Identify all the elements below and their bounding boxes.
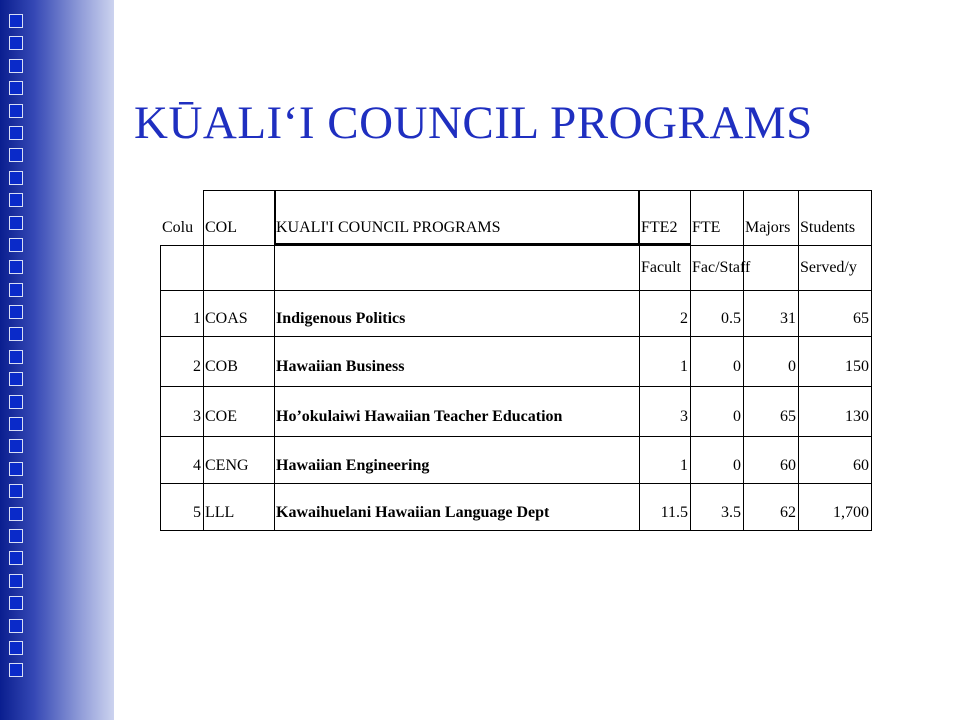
table-border-line: [160, 245, 872, 246]
header-column: Colu: [162, 218, 194, 236]
fte-faculty: 2: [680, 310, 688, 327]
header-fte: FTE: [692, 218, 721, 236]
college-code: CENG: [205, 456, 249, 474]
row-number: 4: [193, 456, 201, 474]
fte-staff: 0: [733, 456, 741, 474]
college-code: COAS: [205, 310, 248, 327]
header-fte-line2: Fac/Staff: [692, 258, 751, 276]
program-name: Hawaiian Engineering: [276, 456, 430, 474]
header-programs: KUALI'I COUNCIL PROGRAMS: [276, 218, 501, 236]
majors-count: 31: [780, 310, 796, 327]
majors-count: 0: [788, 358, 796, 375]
program-name: Hawaiian Business: [276, 358, 405, 375]
table-border-line: [871, 190, 872, 530]
majors-count: 62: [780, 503, 796, 521]
students-served: 60: [853, 456, 869, 474]
college-code: COE: [205, 408, 237, 425]
students-served: 150: [845, 358, 869, 375]
college-code: COB: [205, 358, 238, 375]
row-number: 1: [193, 310, 201, 327]
header-fte2: FTE2: [641, 218, 678, 236]
row-number: 5: [193, 503, 201, 521]
header-fte2-line2: Facult: [641, 258, 681, 276]
header-students: Students: [800, 218, 856, 236]
table-border-line: [160, 386, 872, 387]
college-code: LLL: [205, 503, 235, 521]
majors-count: 60: [780, 456, 796, 474]
students-served: 1,700: [833, 503, 869, 521]
table-border-line: [160, 336, 872, 337]
fte-staff: 0: [733, 408, 741, 425]
fte-staff: 3.5: [721, 503, 741, 521]
fte-faculty: 1: [680, 358, 688, 375]
students-served: 65: [853, 310, 869, 327]
students-served: 130: [845, 408, 869, 425]
fte-faculty: 11.5: [660, 503, 688, 521]
table-border-line: [160, 290, 872, 291]
program-name: Kawaihuelani Hawaiian Language Dept: [276, 503, 550, 521]
fte-staff: 0: [733, 358, 741, 375]
fte-faculty: 3: [680, 408, 688, 425]
table-border-line: [203, 190, 872, 191]
header-col: COL: [205, 218, 237, 236]
row-number: 2: [193, 358, 201, 375]
table-border-line: [160, 436, 872, 437]
table-border-line: [160, 483, 872, 484]
row-number: 3: [193, 408, 201, 425]
header-majors: Majors: [745, 218, 791, 236]
table-border-line: [160, 530, 872, 531]
table-border-line: [160, 245, 161, 530]
program-name: Ho’okulaiwi Hawaiian Teacher Education: [276, 408, 563, 425]
fte-staff: 0.5: [721, 310, 741, 327]
majors-count: 65: [780, 408, 796, 425]
header-students-line2: Served/y: [800, 258, 857, 276]
fte-faculty: 1: [680, 456, 688, 474]
page-title: KŪALI‘I COUNCIL PROGRAMS: [134, 97, 813, 149]
program-name: Indigenous Politics: [276, 310, 406, 327]
